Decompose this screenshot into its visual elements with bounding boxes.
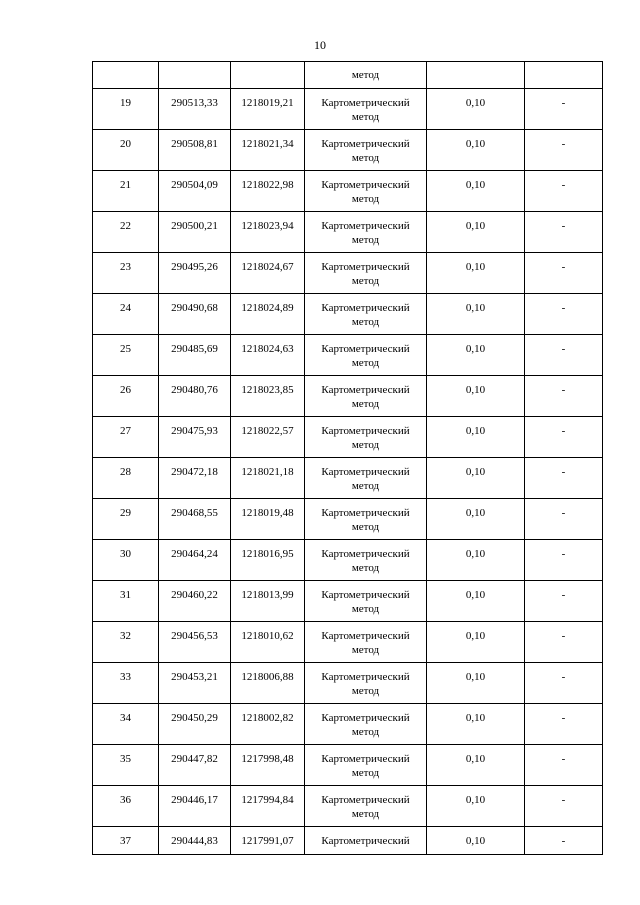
y-coordinate-cell (231, 130, 305, 171)
accuracy-text: 0,10 (465, 466, 486, 478)
y-coordinate-text: 1218023,94 (241, 220, 294, 232)
y-coordinate-cell (231, 786, 305, 827)
method-text: Картометрический (321, 794, 410, 806)
note-cell (525, 212, 603, 253)
x-coordinate-cell (159, 376, 231, 417)
table-row (93, 827, 603, 855)
method-text: метод (351, 726, 380, 738)
point-number-cell (93, 704, 159, 745)
accuracy-text: 0,10 (465, 589, 486, 601)
x-coordinate-cell (159, 581, 231, 622)
y-coordinate-text: 1218019,48 (241, 507, 294, 519)
x-coordinate-text: 290480,76 (171, 384, 218, 396)
y-coordinate-cell (231, 62, 305, 89)
y-coordinate-cell (231, 171, 305, 212)
x-coordinate-cell (159, 827, 231, 855)
table-row (93, 376, 603, 417)
point-number-cell (93, 89, 159, 130)
note-text: - (561, 425, 566, 437)
x-coordinate-text: 290504,09 (171, 179, 218, 191)
table-row (93, 540, 603, 581)
y-coordinate-text: 1217998,48 (241, 753, 294, 765)
accuracy-text: 0,10 (465, 753, 486, 765)
method-cell (305, 458, 427, 499)
accuracy-text: 0,10 (465, 97, 486, 109)
y-coordinate-cell (231, 212, 305, 253)
y-coordinate-text: 1218024,63 (241, 343, 294, 355)
accuracy-cell (427, 786, 525, 827)
point-number-cell (93, 253, 159, 294)
y-coordinate-text: 1218013,99 (241, 589, 294, 601)
note-text: - (561, 179, 566, 191)
y-coordinate-text: 1218010,62 (241, 630, 294, 642)
point-number-cell (93, 581, 159, 622)
accuracy-text: 0,10 (465, 548, 486, 560)
method-text: Картометрический (321, 548, 410, 560)
note-cell (525, 89, 603, 130)
y-coordinate-text: 1218019,21 (241, 97, 294, 109)
method-text: метод (351, 767, 380, 779)
method-text: Картометрический (321, 97, 410, 109)
method-text: Картометрический (321, 179, 410, 191)
y-coordinate-text: 1218002,82 (241, 712, 294, 724)
accuracy-cell (427, 89, 525, 130)
accuracy-text: 0,10 (465, 425, 486, 437)
x-coordinate-cell (159, 171, 231, 212)
note-cell (525, 458, 603, 499)
accuracy-text: 0,10 (465, 261, 486, 273)
method-text: Картометрический (321, 630, 410, 642)
y-coordinate-text: 1218022,57 (241, 425, 294, 437)
y-coordinate-cell (231, 335, 305, 376)
accuracy-cell (427, 130, 525, 171)
method-cell (305, 540, 427, 581)
x-coordinate-text: 290453,21 (171, 671, 218, 683)
method-cell (305, 622, 427, 663)
y-coordinate-text: 1217991,07 (241, 835, 294, 847)
method-cell (305, 581, 427, 622)
point-number-cell (93, 458, 159, 499)
method-cell (305, 704, 427, 745)
x-coordinate-text: 290495,26 (171, 261, 218, 273)
method-text: метод (351, 439, 380, 451)
method-text: Картометрический (321, 261, 410, 273)
table-row (93, 89, 603, 130)
method-text: метод (351, 69, 380, 81)
method-cell (305, 376, 427, 417)
x-coordinate-text: 290464,24 (171, 548, 218, 560)
method-text: Картометрический (321, 712, 410, 724)
method-text: метод (351, 521, 380, 533)
method-text: метод (351, 234, 380, 246)
x-coordinate-cell (159, 745, 231, 786)
table-row (93, 212, 603, 253)
y-coordinate-cell (231, 827, 305, 855)
note-text: - (561, 466, 566, 478)
table-row-continuation (93, 62, 603, 89)
method-text: метод (351, 398, 380, 410)
x-coordinate-text: 290444,83 (171, 835, 218, 847)
method-text: Картометрический (321, 671, 410, 683)
point-number-text: 28 (120, 466, 131, 478)
y-coordinate-cell (231, 540, 305, 581)
table-row (93, 499, 603, 540)
note-text: - (561, 97, 566, 109)
table-row (93, 294, 603, 335)
x-coordinate-cell (159, 130, 231, 171)
method-text: метод (351, 562, 380, 574)
accuracy-cell (427, 376, 525, 417)
accuracy-text: 0,10 (465, 630, 486, 642)
method-text: метод (351, 480, 380, 492)
x-coordinate-cell (159, 335, 231, 376)
x-coordinate-text: 290485,69 (171, 343, 218, 355)
note-text: - (561, 343, 566, 355)
method-cell (305, 786, 427, 827)
note-text: - (561, 302, 566, 314)
accuracy-text: 0,10 (465, 794, 486, 806)
note-cell (525, 499, 603, 540)
table-row (93, 130, 603, 171)
accuracy-text: 0,10 (465, 671, 486, 683)
x-coordinate-text: 290508,81 (171, 138, 218, 150)
method-cell (305, 171, 427, 212)
point-number-text: 35 (120, 753, 131, 765)
table-row (93, 745, 603, 786)
method-cell (305, 294, 427, 335)
page-number: 10 (314, 38, 326, 52)
method-text: Картометрический (321, 589, 410, 601)
x-coordinate-cell (159, 663, 231, 704)
accuracy-cell (427, 499, 525, 540)
method-text: Картометрический (321, 425, 410, 437)
point-number-text: 25 (120, 343, 131, 355)
y-coordinate-cell (231, 417, 305, 458)
note-cell (525, 622, 603, 663)
table-row (93, 663, 603, 704)
note-text: - (561, 671, 566, 683)
accuracy-text: 0,10 (465, 179, 486, 191)
x-coordinate-cell (159, 540, 231, 581)
y-coordinate-cell (231, 622, 305, 663)
accuracy-text: 0,10 (465, 302, 486, 314)
note-cell (525, 171, 603, 212)
method-cell (305, 253, 427, 294)
y-coordinate-cell (231, 89, 305, 130)
point-number-cell (93, 663, 159, 704)
note-cell (525, 417, 603, 458)
note-text: - (561, 712, 566, 724)
coordinates-table (92, 61, 603, 855)
table-row (93, 704, 603, 745)
table-row (93, 622, 603, 663)
table-row (93, 417, 603, 458)
point-number-cell (93, 212, 159, 253)
x-coordinate-cell (159, 458, 231, 499)
method-text: метод (351, 644, 380, 656)
accuracy-cell (427, 827, 525, 855)
note-text: - (561, 835, 566, 847)
method-text: Картометрический (321, 507, 410, 519)
point-number-text: 24 (120, 302, 131, 314)
x-coordinate-cell (159, 417, 231, 458)
point-number-cell (93, 745, 159, 786)
point-number-cell (93, 786, 159, 827)
point-number-cell (93, 62, 159, 89)
method-text: метод (351, 193, 380, 205)
x-coordinate-cell (159, 294, 231, 335)
method-cell (305, 499, 427, 540)
point-number-text: 37 (120, 835, 131, 847)
note-text: - (561, 589, 566, 601)
accuracy-text: 0,10 (465, 343, 486, 355)
accuracy-cell (427, 253, 525, 294)
point-number-text: 21 (120, 179, 131, 191)
note-cell (525, 581, 603, 622)
y-coordinate-cell (231, 294, 305, 335)
x-coordinate-cell (159, 499, 231, 540)
accuracy-text: 0,10 (465, 138, 486, 150)
accuracy-text: 0,10 (465, 835, 486, 847)
y-coordinate-cell (231, 376, 305, 417)
table-row (93, 581, 603, 622)
x-coordinate-text: 290446,17 (171, 794, 218, 806)
y-coordinate-text: 1218016,95 (241, 548, 294, 560)
x-coordinate-text: 290490,68 (171, 302, 218, 314)
note-text: - (561, 220, 566, 232)
x-coordinate-text: 290472,18 (171, 466, 218, 478)
point-number-cell (93, 376, 159, 417)
y-coordinate-cell (231, 499, 305, 540)
x-coordinate-cell (159, 212, 231, 253)
accuracy-cell (427, 62, 525, 89)
method-text: метод (351, 603, 380, 615)
x-coordinate-text: 290460,22 (171, 589, 218, 601)
method-cell (305, 417, 427, 458)
method-cell (305, 745, 427, 786)
method-text: метод (351, 808, 380, 820)
point-number-cell (93, 540, 159, 581)
method-cell (305, 335, 427, 376)
point-number-cell (93, 417, 159, 458)
accuracy-text: 0,10 (465, 384, 486, 396)
method-text: метод (351, 685, 380, 697)
accuracy-cell (427, 294, 525, 335)
x-coordinate-text: 290456,53 (171, 630, 218, 642)
point-number-text: 29 (120, 507, 131, 519)
method-text: метод (351, 275, 380, 287)
y-coordinate-cell (231, 458, 305, 499)
note-cell (525, 130, 603, 171)
accuracy-cell (427, 540, 525, 581)
x-coordinate-text: 290513,33 (171, 97, 218, 109)
y-coordinate-text: 1218024,67 (241, 261, 294, 273)
method-cell (305, 62, 427, 89)
method-text: метод (351, 357, 380, 369)
point-number-text: 20 (120, 138, 131, 150)
note-text: - (561, 753, 566, 765)
note-text: - (561, 794, 566, 806)
accuracy-cell (427, 745, 525, 786)
x-coordinate-text: 290475,93 (171, 425, 218, 437)
method-text: Картометрический (321, 302, 410, 314)
note-text: - (561, 384, 566, 396)
y-coordinate-text: 1218006,88 (241, 671, 294, 683)
note-cell (525, 786, 603, 827)
x-coordinate-text: 290500,21 (171, 220, 218, 232)
point-number-text: 26 (120, 384, 131, 396)
accuracy-cell (427, 663, 525, 704)
method-text: Картометрический (321, 343, 410, 355)
point-number-text: 19 (120, 97, 131, 109)
y-coordinate-text: 1218021,34 (241, 138, 294, 150)
method-text: Картометрический (321, 835, 410, 847)
note-cell (525, 540, 603, 581)
point-number-text: 22 (120, 220, 131, 232)
y-coordinate-cell (231, 253, 305, 294)
note-cell (525, 663, 603, 704)
point-number-text: 31 (120, 589, 131, 601)
point-number-cell (93, 827, 159, 855)
method-cell (305, 89, 427, 130)
point-number-cell (93, 171, 159, 212)
accuracy-text: 0,10 (465, 507, 486, 519)
x-coordinate-cell (159, 89, 231, 130)
note-text: - (561, 630, 566, 642)
point-number-text: 36 (120, 794, 131, 806)
note-text: - (561, 138, 566, 150)
x-coordinate-cell (159, 704, 231, 745)
table-row (93, 171, 603, 212)
table-row (93, 335, 603, 376)
y-coordinate-text: 1218021,18 (241, 466, 294, 478)
y-coordinate-cell (231, 663, 305, 704)
y-coordinate-text: 1218024,89 (241, 302, 294, 314)
y-coordinate-cell (231, 745, 305, 786)
note-cell (525, 335, 603, 376)
table-row (93, 253, 603, 294)
method-text: Картометрический (321, 220, 410, 232)
method-text: Картометрический (321, 384, 410, 396)
point-number-cell (93, 294, 159, 335)
x-coordinate-text: 290468,55 (171, 507, 218, 519)
point-number-text: 30 (120, 548, 131, 560)
method-text: метод (351, 152, 380, 164)
point-number-text: 23 (120, 261, 131, 273)
accuracy-cell (427, 171, 525, 212)
x-coordinate-cell (159, 62, 231, 89)
method-text: Картометрический (321, 753, 410, 765)
method-text: Картометрический (321, 138, 410, 150)
note-cell (525, 253, 603, 294)
method-cell (305, 130, 427, 171)
method-cell (305, 663, 427, 704)
note-cell (525, 376, 603, 417)
point-number-text: 33 (120, 671, 131, 683)
point-number-text: 27 (120, 425, 131, 437)
y-coordinate-text: 1217994,84 (241, 794, 294, 806)
point-number-cell (93, 622, 159, 663)
x-coordinate-cell (159, 622, 231, 663)
accuracy-text: 0,10 (465, 220, 486, 232)
x-coordinate-text: 290450,29 (171, 712, 218, 724)
y-coordinate-text: 1218022,98 (241, 179, 294, 191)
method-cell (305, 827, 427, 855)
method-text: метод (351, 111, 380, 123)
y-coordinate-cell (231, 704, 305, 745)
x-coordinate-text: 290447,82 (171, 753, 218, 765)
point-number-cell (93, 499, 159, 540)
table-row (93, 458, 603, 499)
y-coordinate-text: 1218023,85 (241, 384, 294, 396)
note-text: - (561, 507, 566, 519)
note-cell (525, 827, 603, 855)
accuracy-cell (427, 622, 525, 663)
y-coordinate-cell (231, 581, 305, 622)
accuracy-text: 0,10 (465, 712, 486, 724)
method-text: Картометрический (321, 466, 410, 478)
point-number-cell (93, 335, 159, 376)
note-cell (525, 62, 603, 89)
accuracy-cell (427, 417, 525, 458)
accuracy-cell (427, 704, 525, 745)
accuracy-cell (427, 581, 525, 622)
x-coordinate-cell (159, 786, 231, 827)
note-text: - (561, 261, 566, 273)
method-text: метод (351, 316, 380, 328)
point-number-cell (93, 130, 159, 171)
note-text: - (561, 548, 566, 560)
note-cell (525, 704, 603, 745)
table-row (93, 786, 603, 827)
accuracy-cell (427, 335, 525, 376)
point-number-text: 32 (120, 630, 131, 642)
note-cell (525, 294, 603, 335)
x-coordinate-cell (159, 253, 231, 294)
accuracy-cell (427, 212, 525, 253)
note-cell (525, 745, 603, 786)
method-cell (305, 212, 427, 253)
point-number-text: 34 (120, 712, 131, 724)
accuracy-cell (427, 458, 525, 499)
